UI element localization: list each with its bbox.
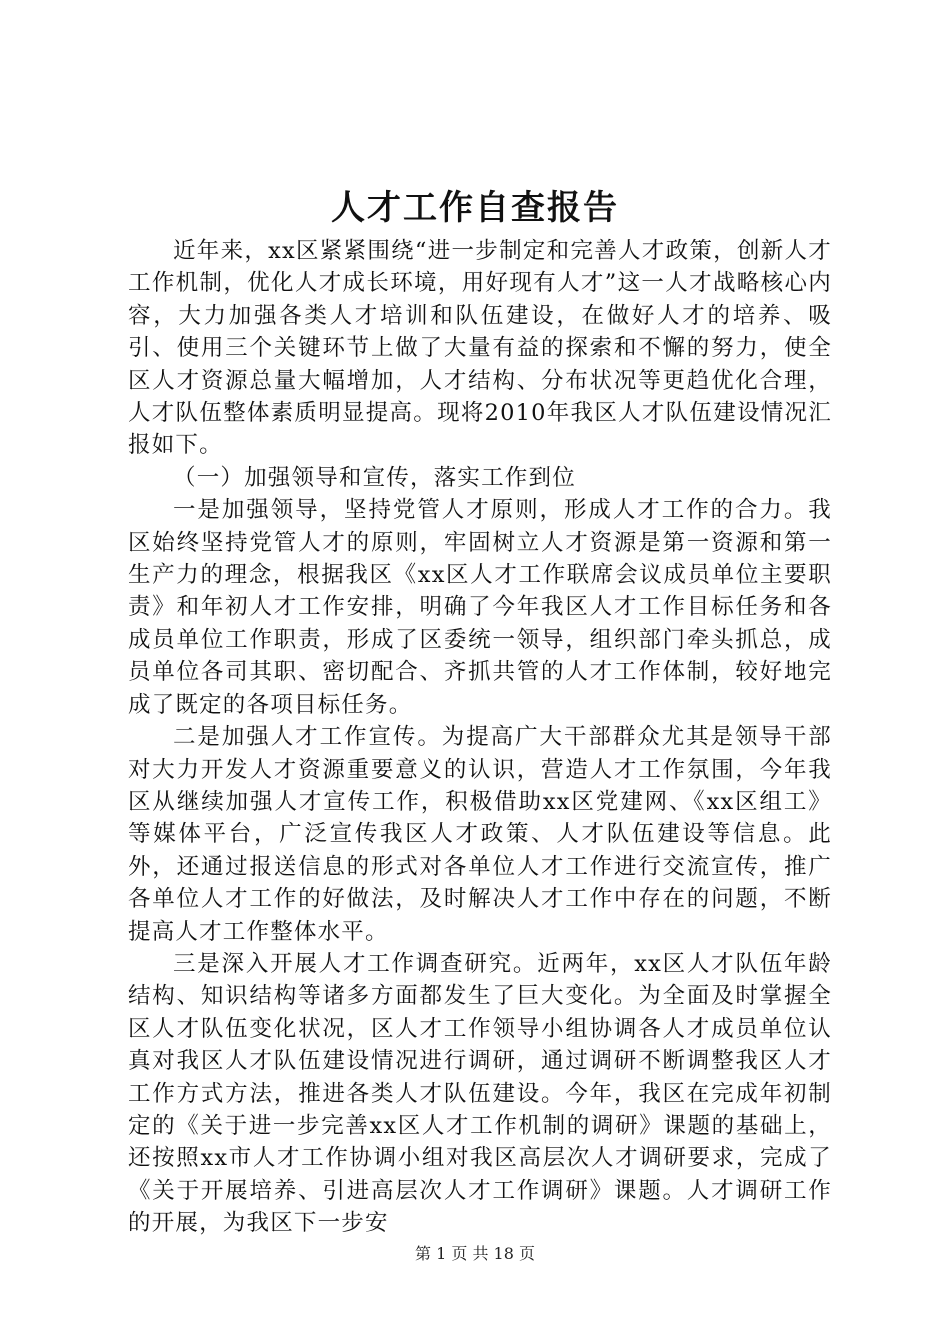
paragraph-point-3: 三是深入开展人才工作调查研究。近两年，xx区人才队伍年龄结构、知识结构等诸多方面都发生了巨大变化。为全面及时掌握全区人才队伍变化状况，区人才工作领导小组协调各人才成员单位认真对我区人才队伍建设情况进行调研，通过调研不断调整我区人才工作方式方法，推进各类人才队伍建设。今年，我区在完成年初制定的《关于进一步完善xx区人才工作机制的调研》课题的基础上，还按照xx市人才工作协调小组对我区高层次人才调研要求，完成了《关于开展培养、引进高层次人才工作调研》课题。人才调研工作的开展，为我区下一步安 bbox=[128, 950, 832, 1237]
paragraph-point-1: 一是加强领导，坚持党管人才原则，形成人才工作的合力。我区始终坚持党管人才的原则，牢固树立人才资源是第一资源和第一生产力的理念，根据我区《xx区人才工作联席会议成员单位主要职责》和年初人才工作安排，明确了今年我区人才工作目标任务和各成员单位工作职责，形成了区委统一领导，组织部门牵头抓总，成员单位各司其职、密切配合、齐抓共管的人才工作体制，较好地完成了既定的各项目标任务。 bbox=[128, 497, 832, 718]
paragraph-point-2: 二是加强人才工作宣传。为提高广大干部群众尤其是领导干部对大力开发人才资源重要意义的认识，营造人才工作氛围，今年我区从继续加强人才宣传工作，积极借助xx区党建网、《xx区组工》等媒体平台，广泛宣传我区人才政策、人才队伍建设等信息。此外，还通过报送信息的形式对各单位人才工作进行交流宣传，推广各单位人才工作的好做法，及时解决人才工作中存在的问题，不断提高人才工作整体水平。 bbox=[128, 724, 832, 945]
document-body bbox=[128, 235, 832, 1240]
page-number-footer: 第 1 页 共 18 页 bbox=[415, 1244, 535, 1263]
section-heading: （一）加强领导和宣传，落实工作到位 bbox=[173, 464, 576, 491]
document-title: 人才工作自查报告 bbox=[331, 188, 619, 228]
paragraph-intro: 近年来，xx区紧紧围绕“进一步制定和完善人才政策，创新人才工作机制，优化人才成长环境，用好现有人才”这一人才战略核心内容，大力加强各类人才培训和队伍建设，在做好人才的培养、吸引、使用三个关键环节上做了大量有益的探索和不懈的努力，使全区人才资源总量大幅增加，人才结构、分布状况等更趋优化合理，人才队伍整体素质明显提高。现将2010年我区人才队伍建设情况汇报如下。 bbox=[128, 238, 832, 459]
